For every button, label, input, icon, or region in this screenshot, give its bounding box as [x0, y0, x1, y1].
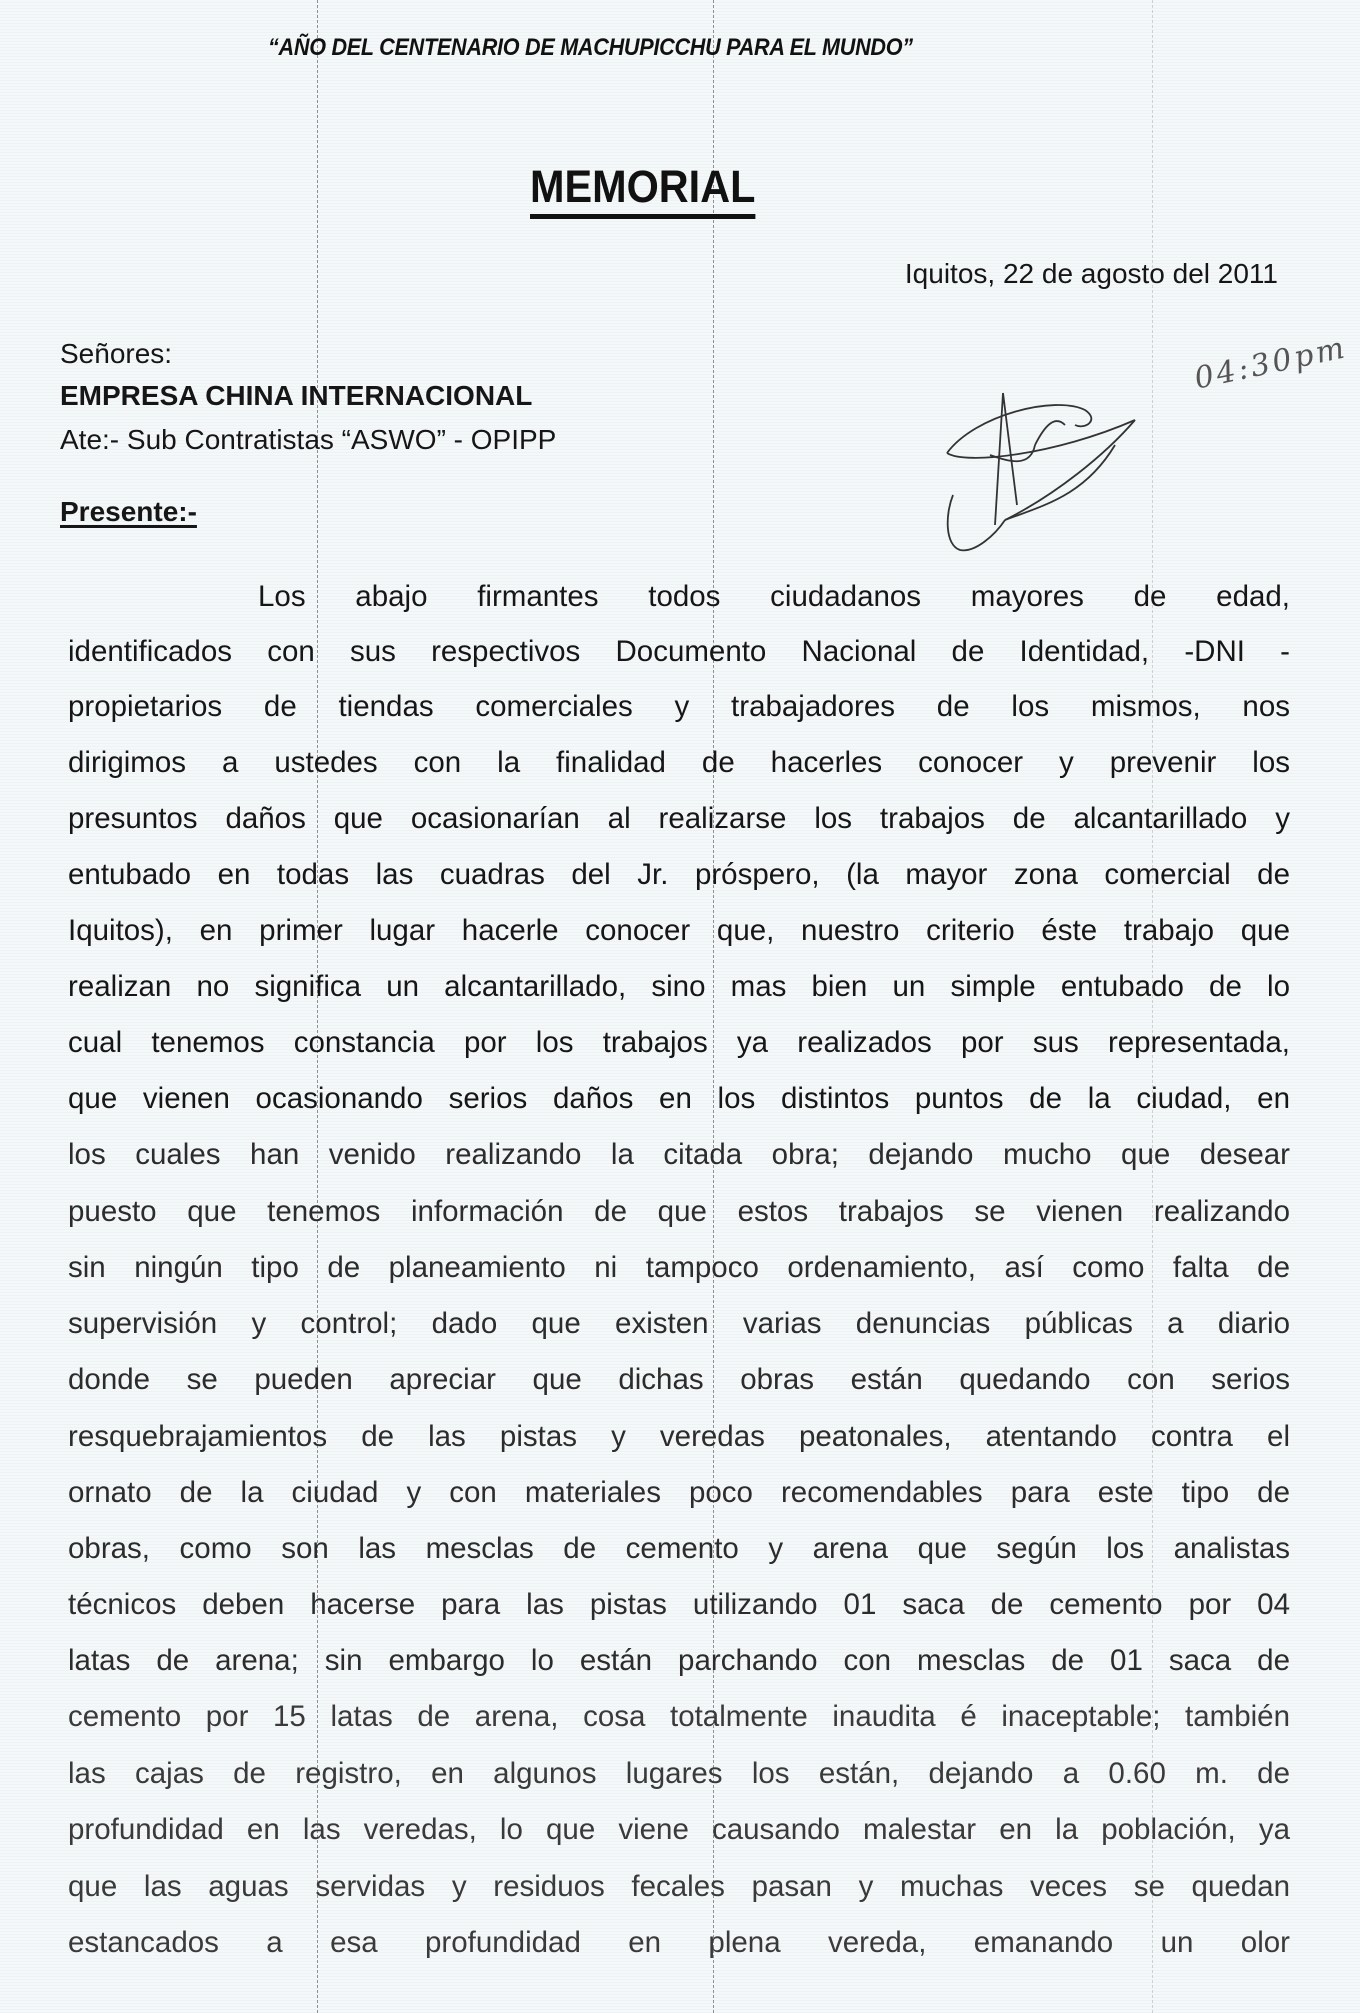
body-line: latas de arena; sin embargo lo están parchando con mesclas de 01 saca de — [68, 1644, 1290, 1677]
body-line: puesto que tenemos información de que estos trabajos se vienen realizando — [68, 1195, 1290, 1228]
body-line: entubado en todas las cuadras del Jr. próspero, (la mayor zona comercial de — [68, 858, 1290, 891]
body-line: realizan no significa un alcantarillado, sino mas bien un simple entubado de lo — [68, 970, 1290, 1003]
body-line: donde se pueden apreciar que dichas obras están quedando con serios — [68, 1363, 1290, 1396]
body-line: técnicos deben hacerse para las pistas utilizando 01 saca de cemento por 04 — [68, 1588, 1290, 1621]
body-line: que las aguas servidas y residuos fecales pasan y muchas veces se quedan — [68, 1870, 1290, 1903]
document-title: MEMORIAL — [530, 162, 755, 219]
salutation: Señores: — [60, 338, 173, 369]
body-line: estancados a esa profundidad en plena vereda, emanando un olor — [68, 1926, 1290, 1959]
body-line: dirigimos a ustedes con la finalidad de hacerles conocer y prevenir los — [68, 746, 1290, 779]
body-line: resquebrajamientos de las pistas y veredas peatonales, atentando contra el — [68, 1420, 1290, 1453]
signature-icon — [935, 385, 1175, 565]
body-line: obras, como son las mesclas de cemento y arena que según los analistas — [68, 1532, 1290, 1565]
body-line: sin ningún tipo de planeamiento ni tampoco ordenamiento, así como falta de — [68, 1251, 1290, 1284]
body-line: supervisión y control; dado que existen varias denuncias públicas a diario — [68, 1307, 1290, 1340]
body-line: los cuales han venido realizando la citada obra; dejando mucho que desear — [68, 1138, 1290, 1171]
body-line: Iquitos), en primer lugar hacerle conocer que, nuestro criterio éste trabajo que — [68, 914, 1290, 947]
presente-label: Presente:- — [60, 496, 197, 527]
body-line: que vienen ocasionando serios daños en los distintos puntos de la ciudad, en — [68, 1082, 1290, 1115]
body-line: profundidad en las veredas, lo que viene causando malestar en la población, ya — [68, 1813, 1290, 1846]
body-line: Los abajo firmantes todos ciudadanos mayores de edad, — [258, 580, 1290, 613]
recipient-company: EMPRESA CHINA INTERNACIONAL — [60, 380, 533, 411]
date-line: Iquitos, 22 de agosto del 2011 — [904, 258, 1278, 289]
body-line: identificados con sus respectivos Documento Nacional de Identidad, -DNI - — [68, 635, 1290, 668]
attention-line: Ate:- Sub Contratistas “ASWO” - OPIPP — [60, 424, 557, 455]
body-line: propietarios de tiendas comerciales y trabajadores de los mismos, nos — [68, 690, 1290, 723]
body-line: presuntos daños que ocasionarían al realizarse los trabajos de alcantarillado y — [68, 802, 1290, 835]
handwritten-time-note: 04:30pm — [1191, 330, 1351, 397]
year-slogan: “AÑO DEL CENTENARIO DE MACHUPICCHU PARA EL MUNDO” — [268, 34, 913, 61]
body-line: cemento por 15 latas de arena, cosa totalmente inaudita é inaceptable; también — [68, 1700, 1290, 1733]
body-line: las cajas de registro, en algunos lugares los están, dejando a 0.60 m. de — [68, 1757, 1290, 1790]
body-line: ornato de la ciudad y con materiales poco recomendables para este tipo de — [68, 1476, 1290, 1509]
body-line: cual tenemos constancia por los trabajos ya realizados por sus representada, — [68, 1026, 1290, 1059]
